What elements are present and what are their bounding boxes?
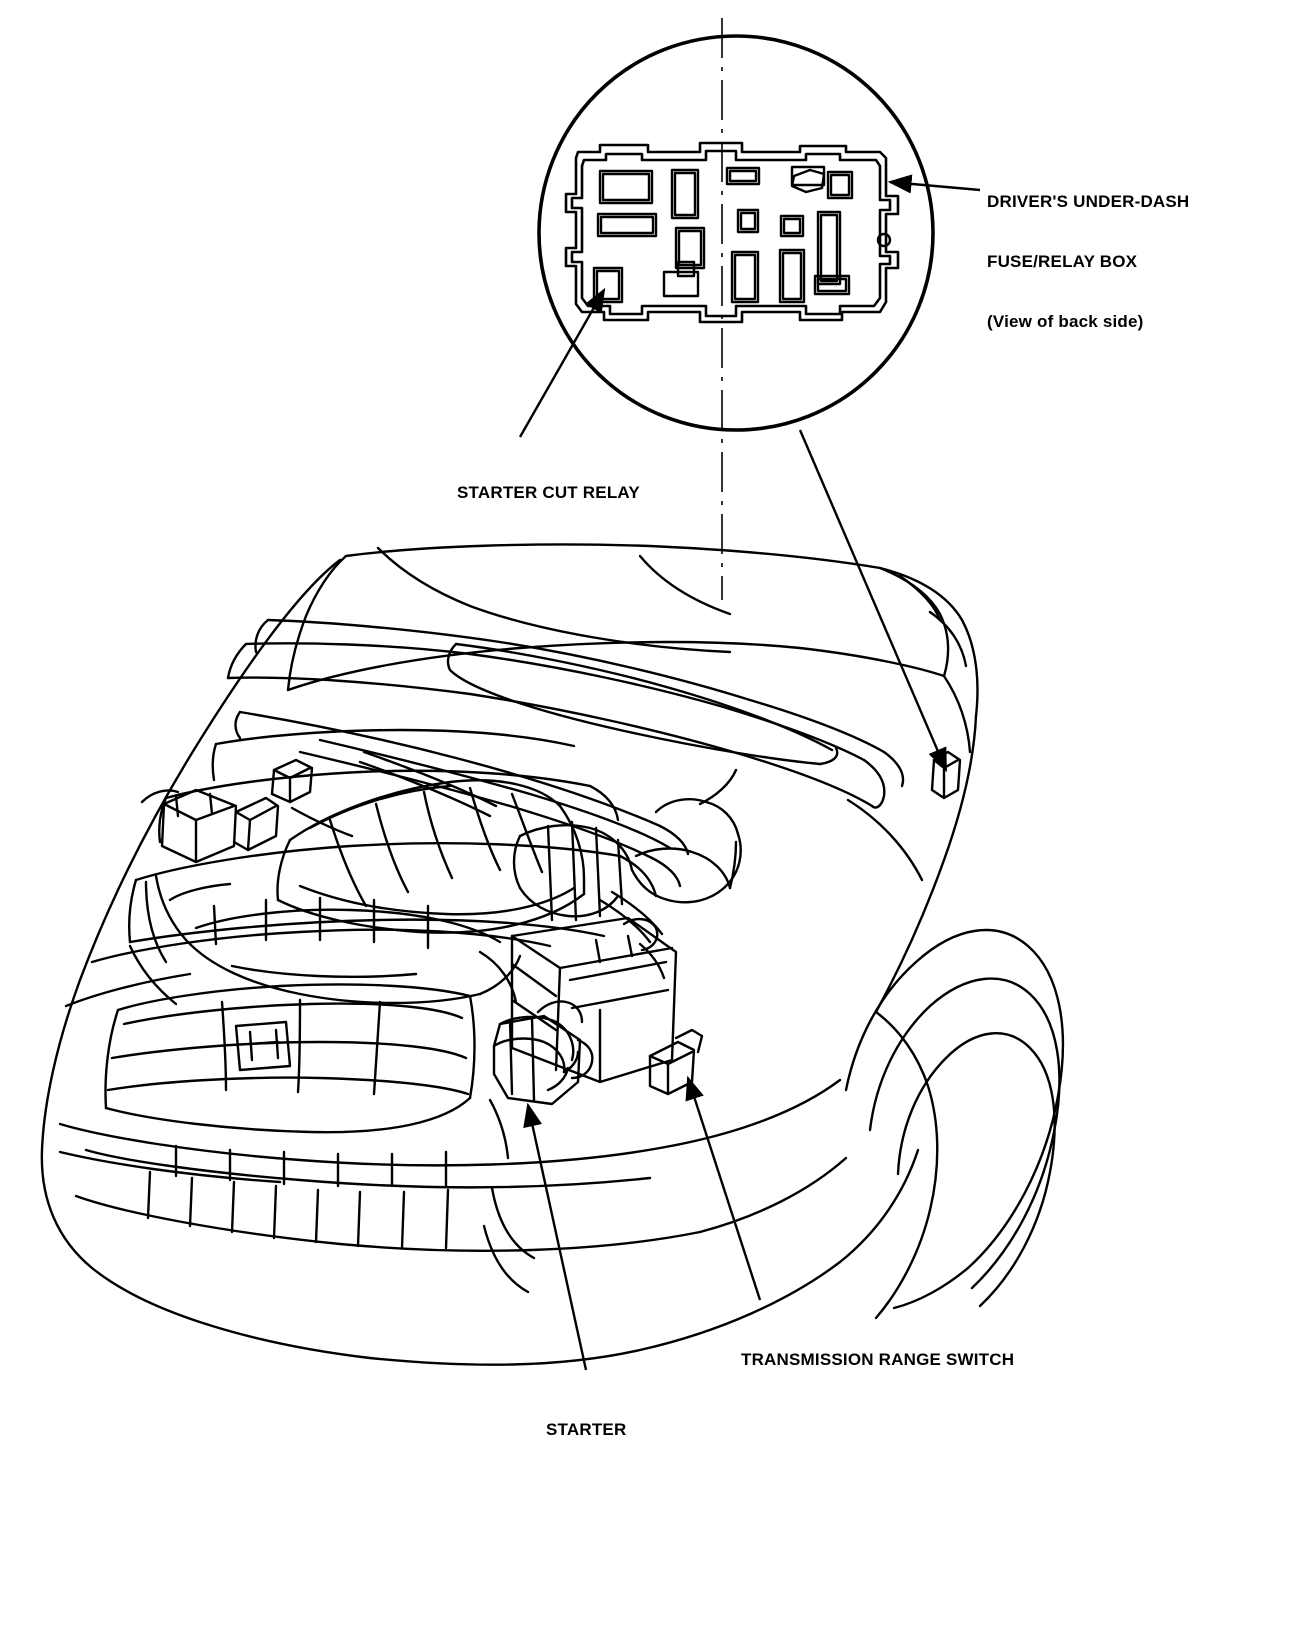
callout-starter-cut-relay [457, 443, 640, 543]
callout-fuse-box-line3: (View of back side) [987, 312, 1144, 331]
under-dash-relay-box-marker [932, 752, 960, 798]
callout-starter-label: STARTER [546, 1420, 627, 1439]
side-body-right [848, 568, 977, 1318]
callout-drivers-under-dash-fuse-relay-box [987, 152, 1189, 372]
transmission-range-switch [650, 1030, 702, 1094]
callout-transmission-range-switch [741, 1310, 1014, 1410]
vehicle-body-outline [42, 560, 918, 1365]
front-wheel [846, 930, 1063, 1308]
air-intake-duct [514, 770, 741, 920]
callout-fuse-box-line1: DRIVER'S UNDER-DASH [987, 192, 1190, 211]
starter-motor [494, 1001, 592, 1104]
callout-starter [546, 1380, 626, 1480]
hood-open [288, 544, 948, 690]
callout-fuse-box-line2: FUSE/RELAY BOX [987, 252, 1138, 271]
callout-transmission-range-switch-label: TRANSMISSION RANGE SWITCH [741, 1350, 1015, 1369]
grille [106, 984, 475, 1132]
callout-starter-cut-relay-label: STARTER CUT RELAY [457, 483, 640, 502]
